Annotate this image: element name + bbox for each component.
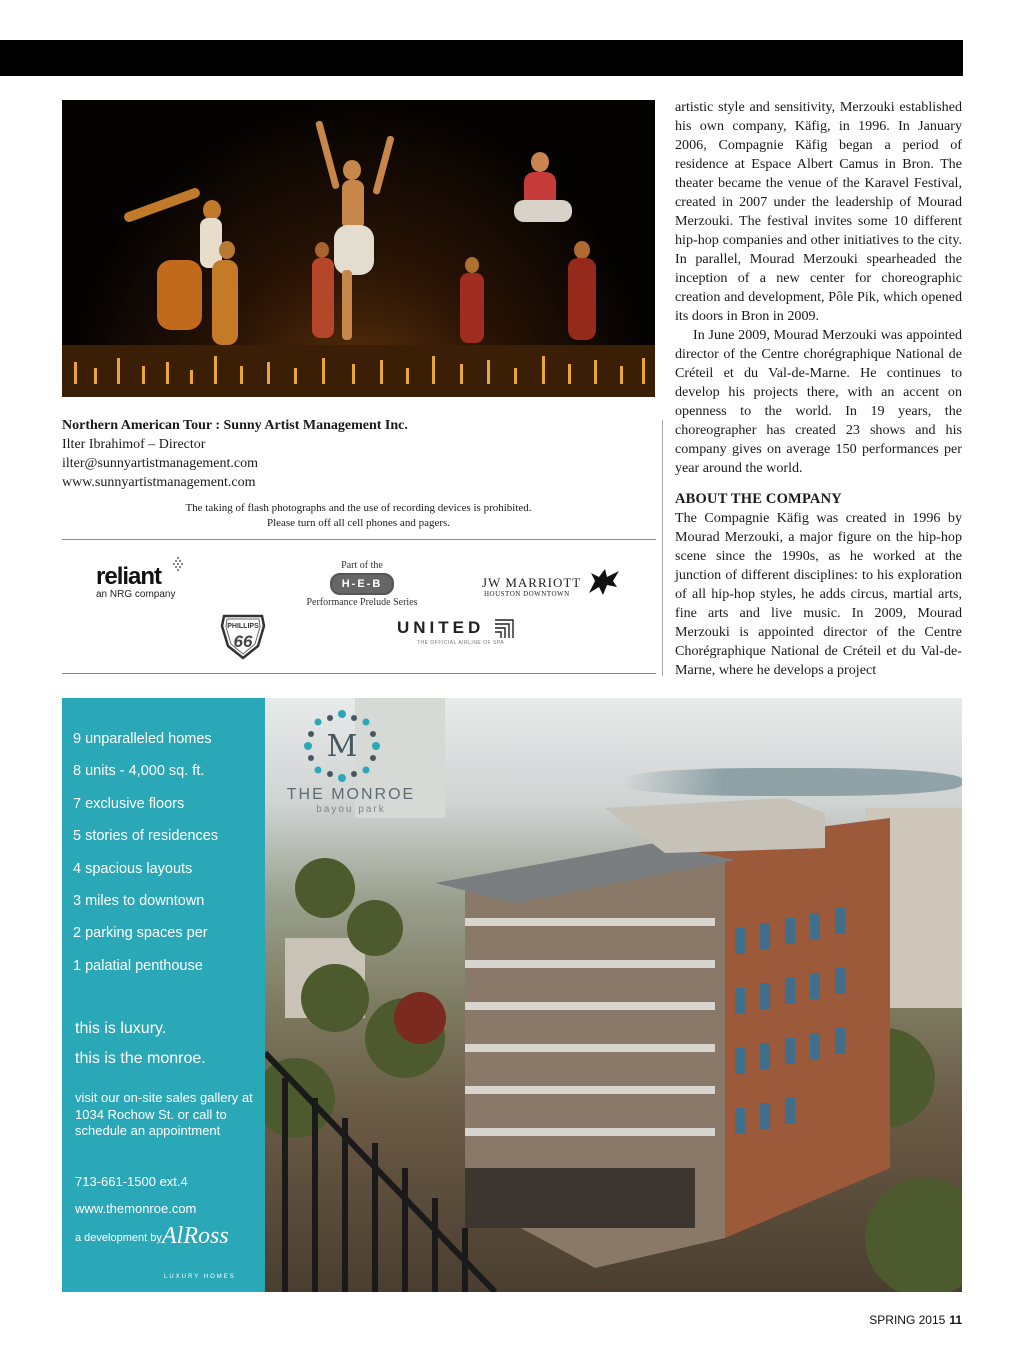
divider xyxy=(62,539,656,540)
jw-location: HOUSTON DOWNTOWN xyxy=(484,590,570,598)
article-column xyxy=(675,98,962,680)
united-globe-icon xyxy=(493,618,515,638)
dance-photo xyxy=(62,100,655,397)
dancers-illustration xyxy=(62,100,655,397)
feature-list xyxy=(73,728,218,987)
page-footer xyxy=(869,1313,962,1327)
tour-credit: Northern American Tour : Sunny Artist Management Inc. xyxy=(62,418,408,433)
feature-item: 7 exclusive floors xyxy=(73,795,185,812)
united-wordmark: UNITED xyxy=(397,618,485,637)
phillips66-logo xyxy=(218,612,268,660)
heb-logo xyxy=(300,560,424,608)
jw-name: JW MARRIOTT xyxy=(482,575,582,590)
feature-item: 8 units - 4,000 sq. ft. xyxy=(73,763,205,780)
feature-item: 1 palatial penthouse xyxy=(73,957,203,974)
feature-item: 3 miles to downtown xyxy=(73,892,205,909)
article-paragraph: The Compagnie Käfig was created in 1996 by Mourad Merzouki, a major figure on the hip-hop scene since the 1990s, as he worked at the junction of different disciplines: to his exploration of all hip-hop styles, he adds circus, martial arts, fine arts and live music. In 2009, Mourad Merzouki is appointed director of the Centre Chorégraphique National de Créteil et du Val-de-Marne, where he develops a project xyxy=(675,510,962,678)
heb-badge: H-E-B xyxy=(330,573,394,595)
page-number: 11 xyxy=(949,1313,962,1327)
reliant-star-icon xyxy=(172,557,184,571)
reliant-wordmark: reliant xyxy=(96,563,162,590)
reliant-tagline: an NRG company xyxy=(96,589,176,600)
ad-website[interactable]: www.themonroe.com xyxy=(75,1201,197,1216)
director-credit: Ilter Ibrahimof – Director xyxy=(62,437,206,452)
tagline-line-2: this is the monroe. xyxy=(75,1050,206,1067)
united-logo xyxy=(397,618,504,646)
ad-info-panel xyxy=(62,698,265,1292)
feature-item: 2 parking spaces per xyxy=(73,925,208,942)
credit-email[interactable]: ilter@sunnyartistmanagement.com xyxy=(62,456,259,471)
ad-tagline xyxy=(75,1014,206,1074)
article-paragraph: In June 2009, Mourad Merzouki was appointed director of the Centre chorégraphique National de Créteil et du Val-de-Marne. He continues to develop his projects there, with an accent on openness to the world. In 19 years, the choreographer has created 23 shows and his company gives on average 150 performances per year around the world. xyxy=(675,327,962,476)
column-divider xyxy=(662,420,663,676)
visit-text: visit our on-site sales gallery at 1034 Rochow St. or call to schedule an appointment xyxy=(75,1090,253,1138)
monroe-name: THE MONROE xyxy=(286,786,416,803)
phillips-number: 66 xyxy=(233,632,253,651)
alross-tagline: LUXURY HOMES xyxy=(164,1274,236,1280)
tagline-line-1: this is luxury. xyxy=(75,1020,167,1037)
ad-phone[interactable]: 713-661-1500 ext.4 xyxy=(75,1174,188,1189)
photo-credits xyxy=(62,416,662,492)
article-paragraph: artistic style and sensitivity, Merzouki established his own company, Käfig, in 1996. In January 2006, Compagnie Käfig began a period of residence at Espace Albert Camus in Bron. The theater became the venue of the Karavel Festival, created in 2007 under the leadership of Mourad Merzouki. The festival invites some 10 different hip-hop companies and other initiatives to the city. In parallel, Mourad Merzouki spearheaded the inception of a new center for choreographic creation and development, Pôle Pik, which opened its doors in Bron in 2009. xyxy=(675,99,962,324)
heb-prefix: Part of the xyxy=(341,560,383,571)
united-tagline: THE OFFICIAL AIRLINE OF SPA xyxy=(417,640,505,646)
monroe-brand xyxy=(276,786,426,815)
feature-item: 9 unparalleled homes xyxy=(73,731,212,747)
heb-series: Performance Prelude Series xyxy=(306,597,418,608)
credit-website[interactable]: www.sunnyartistmanagement.com xyxy=(62,475,256,490)
monroe-location: bayou park xyxy=(316,804,386,815)
header-bar xyxy=(0,40,963,76)
reliant-logo xyxy=(96,563,175,600)
griffin-icon xyxy=(585,567,621,597)
monroe-logo-icon xyxy=(302,708,382,784)
notice-line-1: The taking of flash photographs and the use of recording devices is prohibited. xyxy=(185,502,532,514)
divider xyxy=(62,673,656,674)
venue-notice xyxy=(62,501,655,530)
developer-prefix: a development by xyxy=(75,1232,162,1244)
feature-item: 4 spacious layouts xyxy=(73,860,193,877)
feature-item: 5 stories of residences xyxy=(73,828,219,845)
monroe-letter: M xyxy=(326,729,358,764)
monroe-advertisement xyxy=(62,698,962,1292)
section-heading: ABOUT THE COMPANY xyxy=(675,491,842,507)
jw-marriott-logo xyxy=(482,575,581,598)
notice-line-2: Please turn off all cell phones and pagers. xyxy=(266,516,451,529)
issue-label: SPRING 2015 xyxy=(869,1313,946,1327)
alross-logo: AlRoss xyxy=(162,1223,229,1249)
phillips-label: PHILLIPS xyxy=(227,623,259,630)
